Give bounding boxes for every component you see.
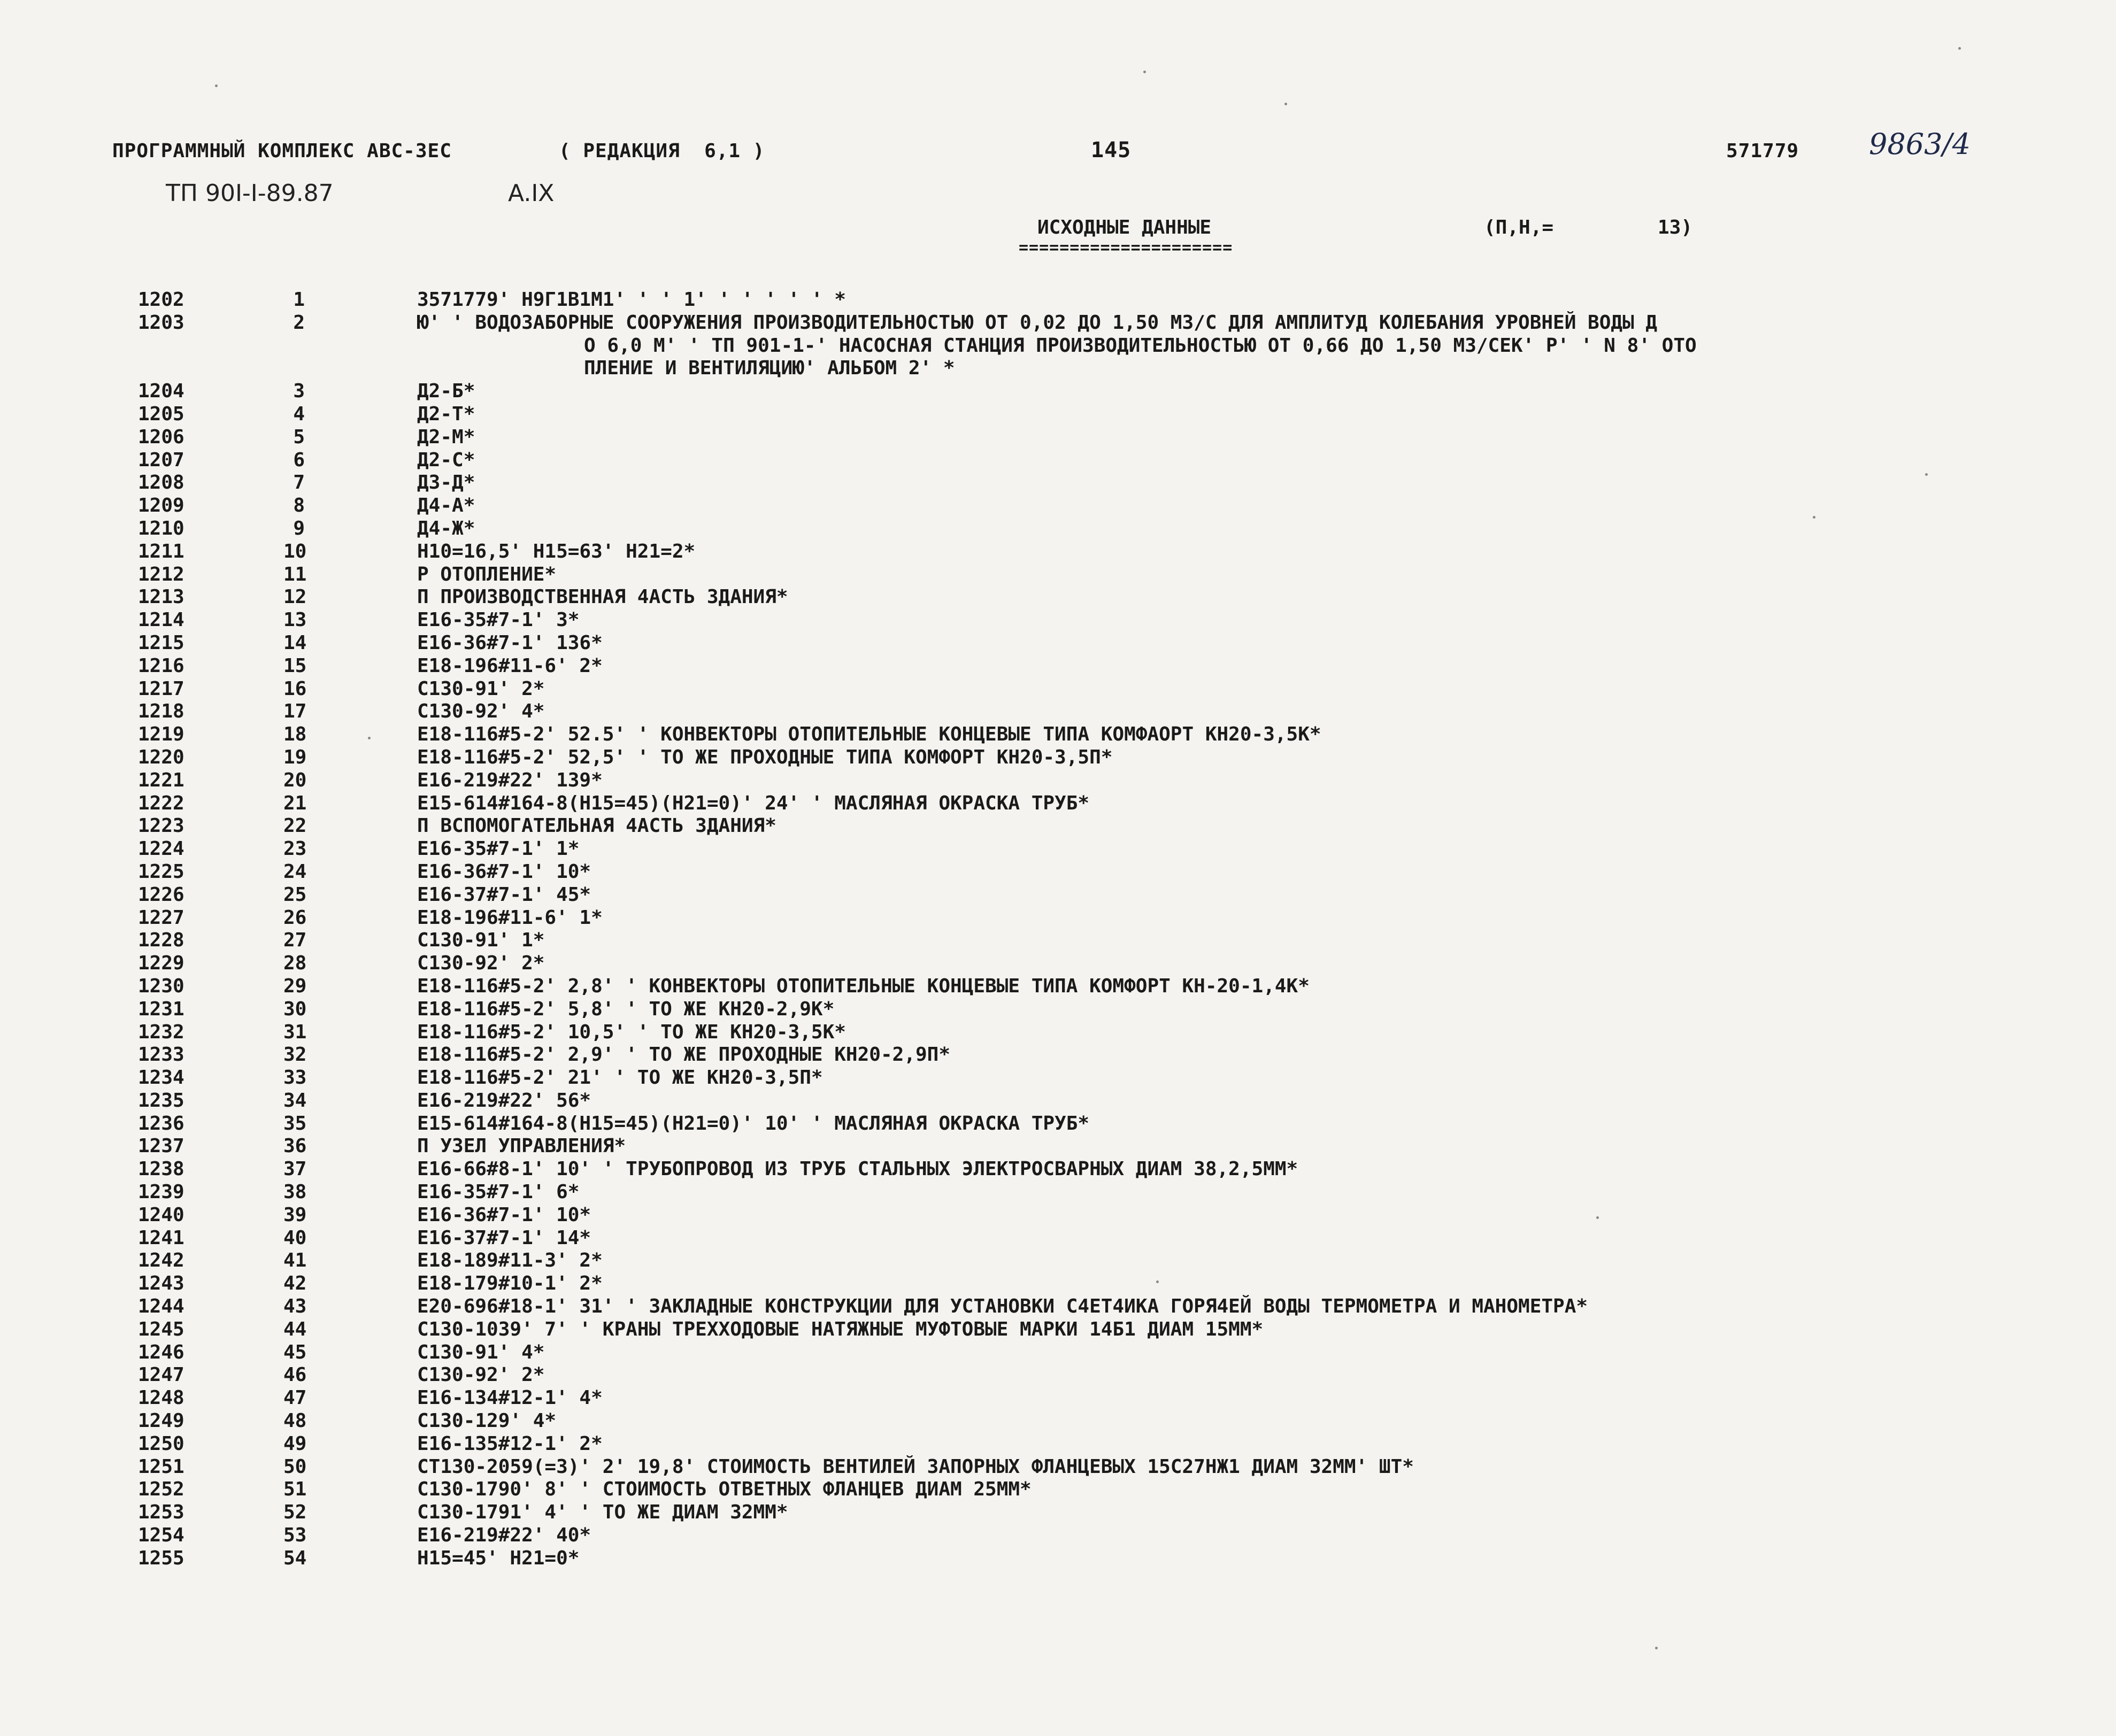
sequence-number: 43 <box>283 1295 307 1318</box>
section-title: ИСХОДНЫЕ ДАННЫЕ <box>1037 217 1212 238</box>
line-number: 1252 <box>138 1478 184 1501</box>
record-text <box>417 792 2064 815</box>
record-text <box>417 1318 2064 1341</box>
listing-row <box>0 1456 2116 1479</box>
record-text <box>417 746 2064 769</box>
listing-row <box>0 1478 2116 1501</box>
line-number: 1214 <box>138 609 184 631</box>
record-text <box>417 1158 2064 1181</box>
sequence-number: 38 <box>283 1181 307 1203</box>
record-text-main: П УЗЕЛ УПРАВЛЕНИЯ* <box>417 1135 626 1158</box>
line-number: 1215 <box>138 631 184 654</box>
listing-row <box>0 449 2116 472</box>
line-number: 1207 <box>138 449 184 471</box>
listing-row <box>0 952 2116 975</box>
record-text-main: С130-91' 4* <box>417 1341 545 1363</box>
line-number: 1237 <box>138 1135 184 1158</box>
record-text-main: С130-91' 2* <box>417 677 545 700</box>
record-text-main: С130-1791' 4' ' ТО ЖЕ ДИАМ 32ММ* <box>417 1501 788 1524</box>
record-text <box>417 861 2064 884</box>
listing-row <box>0 1410 2116 1433</box>
record-text-main: Д2-Т* <box>417 403 475 425</box>
listing-row <box>0 1341 2116 1364</box>
sequence-number: 34 <box>283 1089 307 1112</box>
listing-row <box>0 632 2116 655</box>
sequence-number: 26 <box>283 906 307 929</box>
scan-speck <box>1596 1216 1599 1219</box>
handwritten-note: 9863/4 <box>1869 127 1971 161</box>
record-text <box>417 1387 2064 1410</box>
sequence-number: 48 <box>283 1410 307 1432</box>
listing-row <box>0 1433 2116 1456</box>
record-text-main: Е18-179#10-1' 2* <box>417 1272 603 1295</box>
record-text-main: Е16-35#7-1' 3* <box>417 609 580 631</box>
record-text <box>417 541 2064 564</box>
record-text-main: Н10=16,5' Н15=63' Н21=2* <box>417 540 696 562</box>
listing-row <box>0 838 2116 861</box>
line-number: 1229 <box>138 952 184 975</box>
line-number: 1242 <box>138 1249 184 1272</box>
sequence-number: 41 <box>283 1249 307 1272</box>
record-text <box>417 1227 2064 1250</box>
record-text-main: Е18-116#5-2' 52.5' ' КОНВЕКТОРЫ ОТОПИТЕЛЬНЫЕ КОНЦЕВЫЕ ТИПА КОМФАОРТ КН20-3,5К* <box>417 723 1321 746</box>
record-text <box>417 1501 2064 1524</box>
record-text-main: Д2-М* <box>417 426 475 448</box>
record-text <box>417 495 2064 518</box>
listing-row <box>0 1158 2116 1181</box>
record-text <box>417 1272 2064 1295</box>
line-number: 1217 <box>138 677 184 700</box>
sequence-number: 1 <box>293 289 305 311</box>
edition-label: ( РЕДАКЦИЯ 6,1 ) <box>559 140 765 162</box>
listing-row <box>0 700 2116 723</box>
listing-row <box>0 746 2116 769</box>
sequence-number: 2 <box>293 311 305 334</box>
listing-row <box>0 1181 2116 1204</box>
record-text <box>417 723 2064 746</box>
listing-row <box>0 289 2116 312</box>
sequence-number: 53 <box>283 1524 307 1547</box>
listing-row <box>0 609 2116 632</box>
section-underline: ===================== <box>1019 238 1233 257</box>
listing-row <box>0 1524 2116 1547</box>
record-text <box>417 1341 2064 1364</box>
record-text <box>417 1113 2064 1136</box>
sequence-number: 46 <box>283 1364 307 1386</box>
sequence-number: 27 <box>283 929 307 952</box>
record-text-main: Е18-116#5-2' 2,8' ' КОНВЕКТОРЫ ОТОПИТЕЛЬНЫЕ КОНЦЕВЫЕ ТИПА КОМФОРТ КН-20-1,4К* <box>417 975 1310 997</box>
sequence-number: 36 <box>283 1135 307 1158</box>
sequence-number: 6 <box>293 449 305 471</box>
sequence-number: 9 <box>293 517 305 539</box>
record-text <box>417 312 2064 380</box>
record-text <box>417 1547 2064 1570</box>
sequence-number: 50 <box>283 1455 307 1478</box>
record-text <box>417 1410 2064 1433</box>
record-text <box>417 403 2064 426</box>
record-text-main: С130-91' 1* <box>417 929 545 952</box>
scan-speck <box>368 737 371 739</box>
record-text-main: Е16-35#7-1' 6* <box>417 1181 580 1203</box>
listing-row <box>0 723 2116 746</box>
record-text <box>417 655 2064 678</box>
record-text-main: С130-92' 2* <box>417 952 545 975</box>
record-text-main: П ПРОИЗВОДСТВЕННАЯ 4АСТЬ ЗДАНИЯ* <box>417 586 788 608</box>
sequence-number: 39 <box>283 1203 307 1226</box>
sequence-number: 54 <box>283 1547 307 1569</box>
line-number: 1222 <box>138 792 184 814</box>
line-number: 1226 <box>138 883 184 906</box>
listing-row <box>0 472 2116 495</box>
line-number: 1224 <box>138 838 184 860</box>
record-text <box>417 1135 2064 1158</box>
record-text-main: Д2-С* <box>417 449 475 471</box>
listing-row <box>0 678 2116 701</box>
record-text <box>417 884 2064 907</box>
record-text-main: Е16-66#8-1' 10' ' ТРУБОПРОВОД ИЗ ТРУБ СТАЛЬНЫХ ЭЛЕКТРОСВАРНЫХ ДИАМ 38,2,5ММ* <box>417 1158 1298 1181</box>
line-number: 1206 <box>138 426 184 448</box>
listing-row <box>0 884 2116 907</box>
scan-speck <box>215 84 218 87</box>
sequence-number: 51 <box>283 1478 307 1501</box>
scan-speck <box>1925 473 1928 476</box>
sequence-number: 30 <box>283 998 307 1020</box>
sequence-number: 52 <box>283 1501 307 1524</box>
listing-row <box>0 1044 2116 1067</box>
record-text <box>417 998 2064 1021</box>
sequence-number: 44 <box>283 1318 307 1340</box>
record-text-main: Е16-36#7-1' 136* <box>417 631 603 654</box>
record-text <box>417 609 2064 632</box>
listing-row <box>0 1113 2116 1136</box>
line-number: 1213 <box>138 586 184 608</box>
sequence-number: 33 <box>283 1067 307 1089</box>
sequence-number: 5 <box>293 426 305 448</box>
project-code: ТП 90I-I-89.87 <box>166 180 334 207</box>
listing-row <box>0 1135 2116 1158</box>
record-text <box>417 564 2064 587</box>
record-text-main: Е18-116#5-2' 52,5' ' ТО ЖЕ ПРОХОДНЫЕ ТИПА КОМФОРТ КН20-3,5П* <box>417 746 1113 768</box>
line-number: 1236 <box>138 1112 184 1135</box>
listing-row <box>0 1272 2116 1295</box>
sequence-number: 42 <box>283 1272 307 1295</box>
record-text-main: С130-1790' 8' ' СТОИМОСТЬ ОТВЕТНЫХ ФЛАНЦЕВ ДИАМ 25ММ* <box>417 1478 1032 1501</box>
line-number: 1247 <box>138 1364 184 1386</box>
record-text-main: Е16-37#7-1' 45* <box>417 883 591 906</box>
record-text-main: Н15=45' Н21=0* <box>417 1547 580 1569</box>
record-text <box>417 1021 2064 1044</box>
record-text-main: Е18-196#11-6' 1* <box>417 906 603 929</box>
listing-row <box>0 1090 2116 1113</box>
record-text <box>417 1295 2064 1318</box>
program-name: ПРОГРАММНЫЙ КОМПЛЕКС АВС-3ЕС <box>112 140 452 162</box>
listing-row <box>0 655 2116 678</box>
line-number: 1254 <box>138 1524 184 1547</box>
sequence-number: 15 <box>283 654 307 677</box>
record-text-main: Д3-Д* <box>417 472 475 494</box>
record-text <box>417 907 2064 930</box>
record-text-main: Е16-35#7-1' 1* <box>417 838 580 860</box>
line-number: 1253 <box>138 1501 184 1524</box>
sequence-number: 3 <box>293 380 305 403</box>
scan-speck <box>1156 1280 1159 1283</box>
record-text-main: Е18-116#5-2' 2,9' ' ТО ЖЕ ПРОХОДНЫЕ КН20-2,9П* <box>417 1044 950 1066</box>
sequence-number: 8 <box>293 495 305 517</box>
record-text <box>417 1181 2064 1204</box>
record-text <box>417 518 2064 541</box>
record-text-main: С130-92' 4* <box>417 700 545 723</box>
listing-row <box>0 1501 2116 1524</box>
record-text <box>417 472 2064 495</box>
line-number: 1218 <box>138 700 184 723</box>
listing-row <box>0 815 2116 838</box>
source-listing <box>0 289 2116 1570</box>
line-number: 1220 <box>138 746 184 768</box>
record-text-main: Е18-116#5-2' 5,8' ' ТО ЖЕ КН20-2,9К* <box>417 998 835 1020</box>
listing-row <box>0 518 2116 541</box>
record-text-main: Е18-189#11-3' 2* <box>417 1249 603 1272</box>
sequence-number: 17 <box>283 700 307 723</box>
record-text <box>417 380 2064 403</box>
record-text-main: Е15-614#164-8(Н15=45)(Н21=0)' 10' ' МАСЛЯНАЯ ОКРАСКА ТРУБ* <box>417 1112 1090 1135</box>
listing-row <box>0 1547 2116 1570</box>
sequence-number: 10 <box>283 540 307 562</box>
line-number: 1246 <box>138 1341 184 1363</box>
record-text <box>417 1067 2064 1090</box>
record-text <box>417 769 2064 792</box>
listing-row <box>0 907 2116 930</box>
ph-value: 13) <box>1658 217 1693 238</box>
line-number: 1234 <box>138 1067 184 1089</box>
line-number: 1240 <box>138 1203 184 1226</box>
record-text <box>417 815 2064 838</box>
listing-row <box>0 1227 2116 1250</box>
line-number: 1209 <box>138 495 184 517</box>
listing-row <box>0 312 2116 380</box>
line-number: 1230 <box>138 975 184 997</box>
record-text <box>417 1524 2064 1547</box>
sequence-number: 32 <box>283 1044 307 1066</box>
line-number: 1244 <box>138 1295 184 1318</box>
line-number: 1205 <box>138 403 184 425</box>
line-number: 1225 <box>138 860 184 883</box>
record-text-main: Е16-37#7-1' 14* <box>417 1226 591 1249</box>
record-text-main: Е20-696#18-1' 31' ' ЗАКЛАДНЫЕ КОНСТРУКЦИИ ДЛЯ УСТАНОВКИ С4ЕТ4ИКА ГОРЯ4ЕЙ ВОДЫ ТЕРМОМЕТРА И МАНОМЕТРА* <box>417 1295 1588 1318</box>
line-number: 1219 <box>138 723 184 746</box>
record-text-main: Ю' ' ВОДОЗАБОРНЫЕ СООРУЖЕНИЯ ПРОИЗВОДИТЕЛЬНОСТЬЮ ОТ 0,02 ДО 1,50 М3/С ДЛЯ АМПЛИТУД КОЛЕБАНИЯ УРОВНЕЙ ВОДЫ Д <box>417 311 1658 334</box>
line-number: 1208 <box>138 472 184 494</box>
line-number: 1203 <box>138 311 184 334</box>
album-label: A.IX <box>508 180 555 207</box>
record-text-main: Е16-219#22' 56* <box>417 1089 591 1112</box>
scan-speck <box>1143 71 1146 73</box>
listing-row <box>0 586 2116 609</box>
record-text-main: Е16-219#22' 40* <box>417 1524 591 1547</box>
record-text-main: С130-1039' 7' ' КРАНЫ ТРЕХХОДОВЫЕ НАТЯЖНЫЕ МУФТОВЫЕ МАРКИ 14Б1 ДИАМ 15ММ* <box>417 1318 1264 1340</box>
line-number: 1243 <box>138 1272 184 1295</box>
sequence-number: 35 <box>283 1112 307 1135</box>
listing-row <box>0 929 2116 952</box>
record-text <box>417 632 2064 655</box>
scan-speck <box>1655 1647 1658 1649</box>
sequence-number: 31 <box>283 1021 307 1043</box>
sequence-number: 49 <box>283 1432 307 1455</box>
record-text <box>417 289 2064 312</box>
line-number: 1235 <box>138 1089 184 1112</box>
sequence-number: 22 <box>283 815 307 837</box>
listing-row <box>0 1021 2116 1044</box>
record-text <box>417 1478 2064 1501</box>
sequence-number: 12 <box>283 586 307 608</box>
line-number: 1223 <box>138 815 184 837</box>
line-number: 1211 <box>138 540 184 562</box>
listing-row <box>0 495 2116 518</box>
sequence-number: 14 <box>283 631 307 654</box>
line-number: 1227 <box>138 906 184 929</box>
sequence-number: 4 <box>293 403 305 425</box>
record-text <box>417 975 2064 998</box>
record-text <box>417 1090 2064 1113</box>
record-text <box>417 700 2064 723</box>
record-text-main: Д4-Ж* <box>417 517 475 539</box>
record-text-main: С130-129' 4* <box>417 1410 557 1432</box>
sequence-number: 21 <box>283 792 307 814</box>
listing-row <box>0 1204 2116 1227</box>
sequence-number: 37 <box>283 1158 307 1181</box>
sequence-number: 45 <box>283 1341 307 1363</box>
listing-row <box>0 403 2116 426</box>
record-text <box>417 586 2064 609</box>
listing-row <box>0 769 2116 792</box>
page-number: 145 <box>1091 138 1132 163</box>
listing-row <box>0 1318 2116 1341</box>
sequence-number: 11 <box>283 563 307 585</box>
sequence-number: 18 <box>283 723 307 746</box>
listing-row <box>0 861 2116 884</box>
sequence-number: 24 <box>283 860 307 883</box>
scan-speck <box>1284 103 1287 105</box>
sequence-number: 25 <box>283 883 307 906</box>
record-text-main: П ВСПОМОГАТЕЛЬНАЯ 4АСТЬ ЗДАНИЯ* <box>417 815 776 837</box>
document-code: 571779 <box>1726 140 1799 162</box>
record-text-main: Е18-116#5-2' 21' ' ТО ЖЕ КН20-3,5П* <box>417 1067 823 1089</box>
sequence-number: 40 <box>283 1226 307 1249</box>
line-number: 1249 <box>138 1410 184 1432</box>
line-number: 1250 <box>138 1432 184 1455</box>
record-text-main: СТ130-2059(=3)' 2' 19,8' СТОИМОСТЬ ВЕНТИЛЕЙ ЗАПОРНЫХ ФЛАНЦЕВЫХ 15С27НЖ1 ДИАМ 32ММ' ШТ* <box>417 1455 1414 1478</box>
line-number: 1221 <box>138 769 184 791</box>
record-text-main: Д2-Б* <box>417 380 475 403</box>
record-text-main: 3571779' Н9Г1В1М1' ' ' 1' ' ' ' ' ' * <box>417 289 846 311</box>
line-number: 1239 <box>138 1181 184 1203</box>
record-text-continuation: О 6,0 М' ' ТП 901-1-' НАСОСНАЯ СТАНЦИЯ ПРОИЗВОДИТЕЛЬНОСТЬЮ ОТ 0,66 ДО 1,50 М3/СЕК' Р' ' N 8' ОТО <box>584 334 1697 357</box>
record-text-main: Е18-116#5-2' 10,5' ' ТО ЖЕ КН20-3,5К* <box>417 1021 846 1043</box>
listing-row <box>0 792 2116 815</box>
line-number: 1241 <box>138 1226 184 1249</box>
sequence-number: 23 <box>283 838 307 860</box>
sequence-number: 47 <box>283 1387 307 1409</box>
sequence-number: 20 <box>283 769 307 791</box>
line-number: 1232 <box>138 1021 184 1043</box>
scan-speck <box>1813 516 1815 519</box>
listing-row <box>0 1249 2116 1272</box>
sequence-number: 19 <box>283 746 307 768</box>
record-text <box>417 1433 2064 1456</box>
record-text <box>417 1249 2064 1272</box>
record-text-main: Е15-614#164-8(Н15=45)(Н21=0)' 24' ' МАСЛЯНАЯ ОКРАСКА ТРУБ* <box>417 792 1090 814</box>
listing-row <box>0 998 2116 1021</box>
sequence-number: 29 <box>283 975 307 997</box>
record-text <box>417 1204 2064 1227</box>
record-text <box>417 1044 2064 1067</box>
sequence-number: 7 <box>293 472 305 494</box>
listing-row <box>0 380 2116 403</box>
line-number: 1202 <box>138 289 184 311</box>
line-number: 1204 <box>138 380 184 403</box>
record-text-main: Е16-36#7-1' 10* <box>417 1203 591 1226</box>
sequence-number: 28 <box>283 952 307 975</box>
line-number: 1251 <box>138 1455 184 1478</box>
listing-row <box>0 1067 2116 1090</box>
record-text <box>417 1456 2064 1479</box>
line-number: 1238 <box>138 1158 184 1181</box>
record-text <box>417 426 2064 449</box>
line-number: 1233 <box>138 1044 184 1066</box>
listing-row <box>0 975 2116 998</box>
line-number: 1212 <box>138 563 184 585</box>
record-text <box>417 952 2064 975</box>
record-text <box>417 929 2064 952</box>
record-text-main: Е16-135#12-1' 2* <box>417 1432 603 1455</box>
record-text <box>417 678 2064 701</box>
line-number: 1245 <box>138 1318 184 1340</box>
sequence-number: 13 <box>283 609 307 631</box>
line-number: 1228 <box>138 929 184 952</box>
record-text-continuation: ПЛЕНИЕ И ВЕНТИЛЯЦИЮ' АЛЬБОМ 2' * <box>584 357 955 380</box>
line-number: 1210 <box>138 517 184 539</box>
listing-row <box>0 426 2116 449</box>
sequence-number: 16 <box>283 677 307 700</box>
line-number: 1216 <box>138 654 184 677</box>
line-number: 1255 <box>138 1547 184 1569</box>
scan-speck <box>1958 47 1961 50</box>
listing-row <box>0 564 2116 587</box>
ph-label: (П,Н,= <box>1484 217 1554 238</box>
listing-row <box>0 1364 2116 1387</box>
record-text <box>417 1364 2064 1387</box>
record-text <box>417 838 2064 861</box>
listing-row <box>0 1387 2116 1410</box>
listing-row <box>0 1295 2116 1318</box>
record-text-main: Д4-А* <box>417 495 475 517</box>
listing-row <box>0 541 2116 564</box>
line-number: 1248 <box>138 1387 184 1409</box>
record-text-main: Е16-36#7-1' 10* <box>417 860 591 883</box>
record-text-main: Е18-196#11-6' 2* <box>417 654 603 677</box>
record-text <box>417 449 2064 472</box>
record-text-main: С130-92' 2* <box>417 1364 545 1386</box>
record-text-main: Р ОТОПЛЕНИЕ* <box>417 563 557 585</box>
line-number: 1231 <box>138 998 184 1020</box>
record-text-main: Е16-134#12-1' 4* <box>417 1387 603 1409</box>
record-text-main: Е16-219#22' 139* <box>417 769 603 791</box>
